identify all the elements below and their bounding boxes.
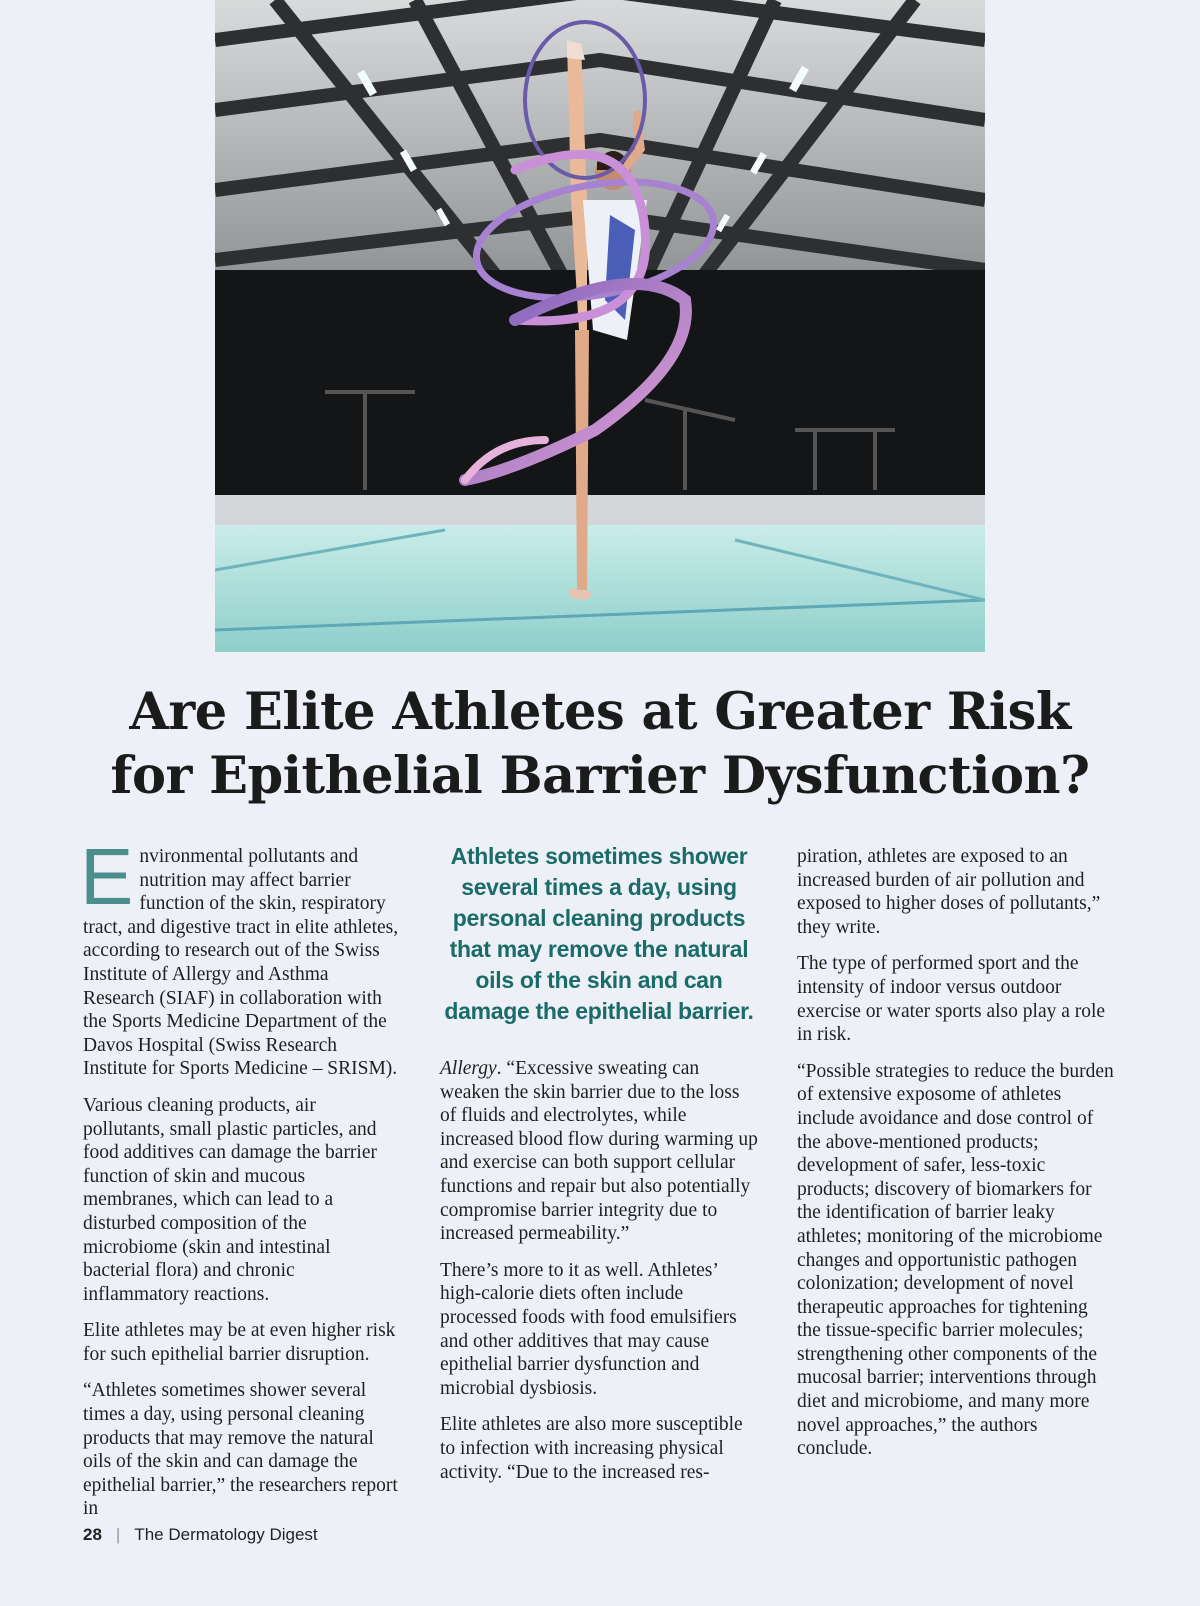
paragraph [440,1057,758,1246]
gymnast-ribbon-image [215,0,985,652]
paragraph [80,832,401,1081]
journal-name: Allergy [440,1058,497,1079]
article-headline [0,680,1200,808]
page-footer [83,1525,318,1545]
article-column-2 [440,845,758,1497]
paragraph: There’s more to it as well. Athletes’ high-calorie diets often include processed foods with food emulsifiers and other additives that may cause epithelial barrier dysfunction and microbial dysbiosis. [440,1259,737,1399]
paragraph: piration, athletes are exposed to an increased burden of air pollution and exposed to higher doses of pollutants,” they write. [797,846,1101,938]
publication-name: The Dermatology Digest [134,1525,318,1544]
page-number: 28 [83,1525,102,1544]
paragraph-text: nvironmental pollutants and nutrition may affect barrier function of the skin, respiratory tract, and digestive tract in elite athletes, according to research out of the Swiss Institute of Allergy and Asthma Research (SIAF) in collaboration with the Sports Medicine Department of the Davos Hospital (Swiss Research Institute for Sports Medicine – SRISM). [83,846,399,1080]
paragraph: Elite athletes may be at even higher risk for such epithelial barrier disruption. [83,1320,396,1365]
headline-line-2: for Epithelial Barrier Dysfunction? [110,746,1090,806]
footer-separator: | [115,1525,121,1544]
paragraph-text: . “Excessive sweating can weaken the skin barrier due to the loss of fluids and electrolytes, while increased blood flow during warming up and exercise can both support cellular functions and repair but also potentially compromise barrier integrity due to increased permeability.” [440,1058,758,1245]
paragraph: “Possible strategies to reduce the burden of extensive exposome of athletes include avoidance and dose control of the above-mentioned products; development of safer, less-toxic products; discovery of biomarkers for the identification of barrier leaky athletes; monitoring of the microbiome changes and opportunistic pathogen colonization; development of novel therapeutic approaches for tightening the tissue-specific barrier molecules; strengthening other components of the mucosal barrier; interventions through diet and microbiome, and many more novel approaches,” the authors conclude. [797,1060,1114,1460]
paragraph: The type of performed sport and the intensity of indoor versus outdoor exercise or water sports also play a role in risk. [797,953,1106,1046]
hero-photo [215,0,985,652]
pull-quote: Athletes sometimes shower several times a day, using personal cleaning products that may remove the natural oils of the skin and can damage the epithelial barrier. [444,843,754,1024]
paragraph: “Athletes sometimes shower several times a day, using personal cleaning products that may remove the natural oils of the skin and can damage the epithelial barrier,” the researchers report in [83,1380,398,1520]
article-column-1 [80,832,401,1534]
article-column-3 [797,845,1115,1474]
paragraph: Elite athletes are also more susceptible to infection with increasing physical activity. “Due to the increased res- [440,1414,743,1483]
paragraph: Various cleaning products, air pollutants, small plastic particles, and food additives can damage the barrier function of skin and mucous membranes, which can lead to a disturbed composition of the microbiome (skin and intestinal bacterial flora) and chronic inflammatory reactions. [83,1094,377,1305]
headline-line-1: Are Elite Athletes at Greater Risk [129,682,1071,742]
drop-cap: E [80,832,134,921]
